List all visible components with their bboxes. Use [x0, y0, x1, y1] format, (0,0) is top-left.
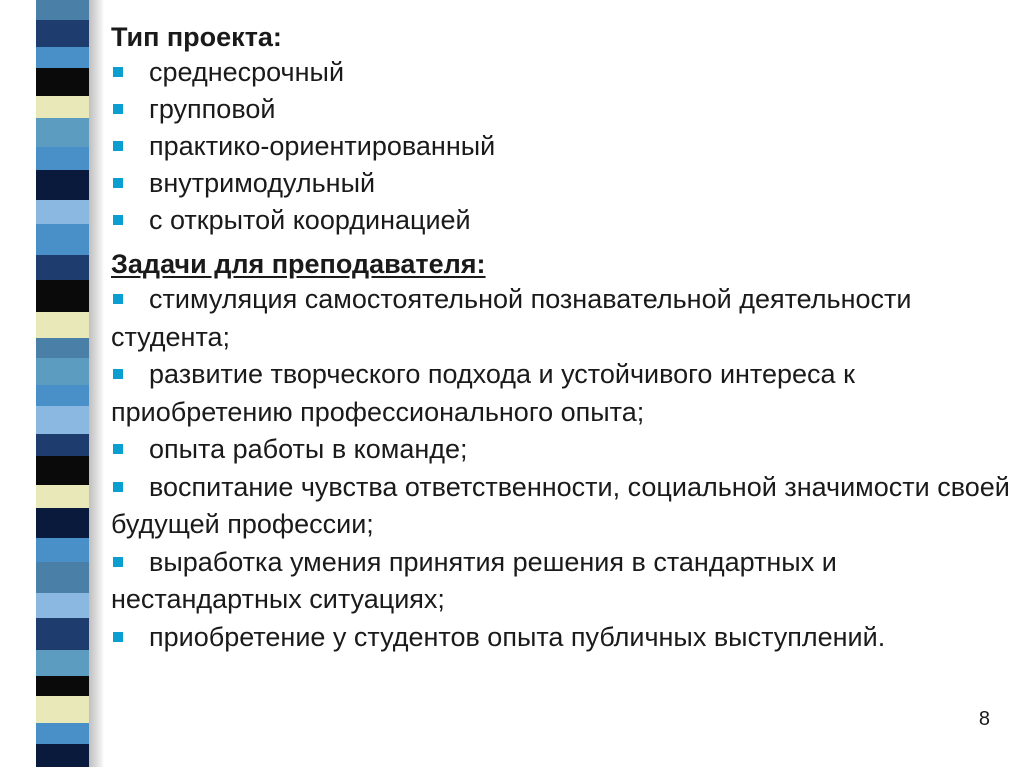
- stripe: [36, 312, 90, 338]
- stripe: [36, 255, 90, 280]
- square-bullet-icon: [113, 215, 123, 225]
- stripe: [36, 96, 90, 118]
- page-number: 8: [978, 708, 990, 730]
- stripe: [36, 562, 90, 593]
- teacher-tasks-heading: Задачи для преподавателя:: [111, 249, 486, 279]
- stripe: [36, 224, 90, 255]
- stripe: [36, 696, 90, 723]
- stripe: [36, 47, 90, 68]
- list-item: развитие творческого подхода и устойчивого интереса к приобретению профессионального опыта;: [111, 359, 855, 427]
- stripe: [36, 147, 90, 170]
- stripe: [36, 338, 90, 358]
- square-bullet-icon: [113, 444, 123, 454]
- square-bullet-icon: [113, 104, 123, 114]
- stripe: [36, 68, 90, 96]
- stripe: [36, 170, 90, 200]
- stripe: [36, 593, 90, 618]
- teacher-tasks-list: [111, 281, 1011, 656]
- stripe: [36, 618, 90, 650]
- list-item: групповой: [111, 91, 1011, 128]
- stripe: [36, 650, 90, 676]
- list-item: практико-ориентированный: [111, 128, 1011, 165]
- list-item: опыта работы в команде;: [111, 431, 1011, 469]
- stripe: [36, 676, 90, 696]
- stripe: [36, 358, 90, 385]
- square-bullet-icon: [113, 294, 123, 304]
- stripe: [36, 280, 90, 312]
- list-item: приобретение у студентов опыта публичных выступлений.: [111, 619, 1011, 657]
- stripe: [36, 200, 90, 224]
- project-type-heading: Тип проекта:: [111, 22, 282, 52]
- project-type-list: [111, 54, 1011, 239]
- stripe: [36, 434, 90, 456]
- square-bullet-icon: [113, 482, 123, 492]
- list-item: воспитание чувства ответственности, социальной значимости своей будущей профессии;: [111, 471, 1010, 539]
- list-item: среднесрочный: [111, 54, 1011, 91]
- stripe: [36, 118, 90, 147]
- list-item: внутримодульный: [111, 165, 1011, 202]
- square-bullet-icon: [113, 369, 123, 379]
- stripe: [36, 508, 90, 538]
- stripe: [36, 406, 90, 434]
- slide-content: [111, 20, 1011, 656]
- square-bullet-icon: [113, 141, 123, 151]
- stripe: [36, 20, 90, 47]
- stripe-shadow: [89, 0, 104, 767]
- list-item: стимуляция самостоятельной познавательной деятельности студента;: [111, 284, 912, 352]
- stripe: [36, 456, 90, 485]
- square-bullet-icon: [113, 178, 123, 188]
- stripe: [36, 385, 90, 406]
- square-bullet-icon: [113, 557, 123, 567]
- decorative-stripe-bar: [0, 0, 104, 767]
- square-bullet-icon: [113, 632, 123, 642]
- list-item: с открытой координацией: [111, 202, 1011, 239]
- stripe: [36, 485, 90, 508]
- list-item: выработка умения принятия решения в стандартных и нестандартных ситуациях;: [111, 546, 837, 614]
- square-bullet-icon: [113, 67, 123, 77]
- stripe: [36, 0, 90, 20]
- stripe: [36, 723, 90, 744]
- stripe: [36, 744, 90, 767]
- stripe: [36, 538, 90, 562]
